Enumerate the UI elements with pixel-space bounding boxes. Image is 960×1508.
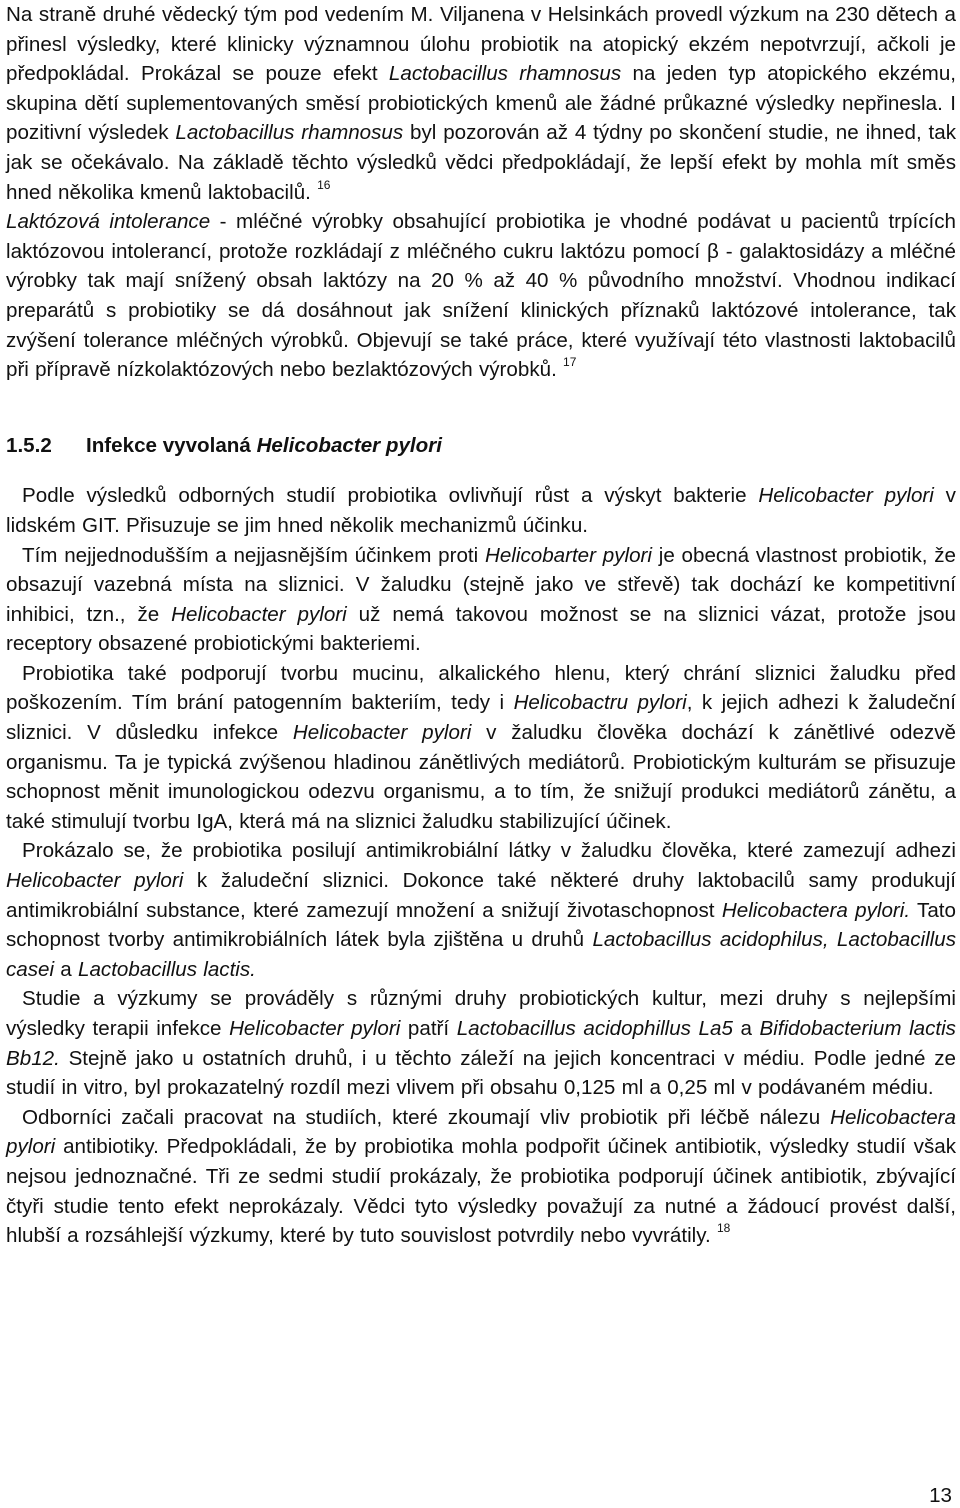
text-run: Prokázalo se, že probiotika posilují antimikrobiální látky v žaludku člověka, které zamezují adhezi bbox=[22, 839, 956, 863]
italic-term: Helicobacter pylori bbox=[229, 1017, 401, 1040]
italic-term: Helicobactru pylori bbox=[513, 691, 687, 715]
italic-term: Helicobacter pylori bbox=[6, 869, 184, 893]
italic-term: Helicobarter pylori bbox=[484, 543, 652, 567]
paragraph-antibiotics bbox=[6, 1103, 956, 1251]
paragraph-antimicrobial bbox=[6, 836, 956, 984]
text-run: už nemá takovou možnost se na sliznici vázat, protože jsou receptory obsazené probiotickými bakteriemi. bbox=[6, 602, 956, 656]
text-run: je obecná vlastnost probiotik, že obsazují vazebná místa na sliznici. V žaludku (stejně jako ve střevě) tak dochází ke kompetitivní inhibici, tzn., že bbox=[6, 543, 956, 626]
text-run: Tím nejjednodušším a nejjasnějším účinkem proti bbox=[22, 543, 485, 567]
page-number: 13 bbox=[929, 1484, 952, 1507]
footnote-reference: 16 bbox=[317, 177, 331, 192]
italic-term: Helicobactera pylori. bbox=[721, 898, 911, 922]
section-title bbox=[86, 431, 442, 461]
text-run: v žaludku člověka dochází k zánětlivé odezvě organismu. Ta je typická zvýšenou hladinou zánětlivých mediátorů. Probiotickým kulturám se přisuzuje schopnost měnit imunologickou odezvu organismu, a to tím, že snižují produkci mediátorů zánětu, a také stimulují tvorbu IgA, která má na sliznici žaludku stabilizující účinek. bbox=[6, 721, 956, 833]
italic-term: Helicobacter pylori bbox=[171, 602, 347, 626]
paragraph-studies-overview bbox=[6, 481, 956, 540]
text-run: a bbox=[732, 1017, 760, 1040]
text-run: Stejně jako u ostatních druhů, i u těchto záleží na jejich koncentraci v médiu. Podle jedné ze studií in vitro, byl prokazatelný rozdíl mezi vlivem při obsahu 0,125 ml a 0,25 ml v podávaném médiu. bbox=[6, 1046, 956, 1100]
footnote-reference: 18 bbox=[716, 1221, 731, 1236]
text-run: v lidském GIT. Přisuzuje se jim hned několik mechanizmů účinku. bbox=[6, 484, 956, 537]
text-run: k žaludeční sliznici. Dokonce také některé druhy laktobacilů samy produkují antimikrobiální substance, které zamezují množení a snižují životaschopnost bbox=[6, 869, 957, 922]
italic-term: Lactobacillus lactis. bbox=[77, 957, 256, 981]
italic-term: Lactobacillus acidophilus, Lactobacillus casei bbox=[6, 928, 956, 981]
text-run: - mléčné výrobky obsahující probiotika je vhodné podávat u pacientů trpících laktózovou intolerancí, protože rozkládají z mléčného cukru laktózu pomocí β - galaktosidázy a mléčné výrobky tak mají snížený obsah laktózy na 20 % až 40 % původního množství. Vhodnou indikací preparátů s probiotiky se dá dosáhnout jak snížení klinických příznaků laktózové intolerance, tak zvýšení tolerance mléčných výrobků. Objevují se také práce, které využívají této vlastnosti laktobacilů při přípravě nízkolaktózových nebo bezlaktózových výrobků. bbox=[6, 210, 956, 382]
document-page bbox=[6, 0, 956, 1251]
text-run: Tato schopnost tvorby antimikrobiálních látek byla zjištěna u druhů bbox=[6, 898, 956, 952]
italic-term: Laktózová intolerance bbox=[6, 210, 211, 234]
italic-term: Helicobacter pylori bbox=[292, 721, 472, 745]
text-run: Podle výsledků odborných studií probiotika ovlivňují růst a výskyt bakterie bbox=[22, 484, 759, 508]
text-run: Studie a výzkumy se prováděly s různými druhy probiotických kultur, mezi druhy s nejlepšími výsledky terapii infekce bbox=[6, 987, 956, 1040]
paragraph-binding-sites bbox=[6, 541, 956, 659]
italic-term: Bifidobacterium lactis Bb12. bbox=[6, 1017, 956, 1070]
text-run: a bbox=[54, 957, 78, 981]
italic-term: Lactobacillus rhamnosus bbox=[388, 62, 622, 86]
paragraph-atopic-eczema bbox=[6, 0, 956, 207]
italic-term: Helicobactera pylori bbox=[6, 1105, 956, 1159]
section-title-plain: Infekce vyvolaná bbox=[86, 433, 257, 457]
paragraph-cultures bbox=[6, 984, 956, 1102]
text-run: , k jejich adhezi k žaludeční sliznici. V důsledku infekce bbox=[6, 691, 956, 745]
text-run: patří bbox=[400, 1017, 457, 1040]
text-run: na jeden typ atopického ekzému, skupina dětí suplementovaných směsí probiotických kmenů ale žádné průkazné výsledky nepřinesla. I pozitivní výsledek bbox=[6, 62, 956, 145]
text-run: Probiotika také podporují tvorbu mucinu, alkalického hlenu, který chrání sliznici žaludku před poškozením. Tím brání patogenním bakteriím, tedy i bbox=[6, 661, 956, 715]
italic-term: Lactobacillus acidophillus La5 bbox=[456, 1017, 733, 1040]
text-run: byl pozorován až 4 týdny po skončení studie, ne ihned, tak jak se očekávalo. Na základě těchto výsledků vědci předpokládají, že lepší efekt by mohla mít směs hned několika kmenů laktobacilů. bbox=[6, 121, 957, 204]
section-title-italic: Helicobacter pylori bbox=[256, 433, 442, 457]
text-run: Na straně druhé vědecký tým pod vedením M. Viljanena v Helsinkách provedl výzkum na 230 dětech a přinesl výsledky, které klinicky významnou úlohu probiotik na atopický ekzém nepotvrzují, ačkoli je předpokládal. Prokázal se pouze efekt bbox=[6, 3, 956, 86]
paragraph-lactose-intolerance bbox=[6, 207, 956, 385]
italic-term: Lactobacillus rhamnosus bbox=[175, 121, 404, 145]
footnote-reference: 17 bbox=[563, 355, 577, 370]
section-heading bbox=[6, 431, 956, 461]
text-run: antibiotiky. Předpokládali, že by probiotika mohla podpořit účinek antibiotik, výsledky studií však nejsou jednoznačné. Tři ze sedmi studií prokázaly, že probiotika podporují účinek antibiotik, zbývající čtyři studie tento efekt neprokázaly. Vědci tyto výsledky považují za nutné a žádoucí provést další, hlubší a rozsáhlejší výzkumy, které by tuto souvislost potvrdily nebo vyvrátily. bbox=[6, 1135, 956, 1248]
section-number: 1.5.2 bbox=[6, 433, 52, 457]
italic-term: Helicobacter pylori bbox=[758, 484, 934, 508]
text-run: Odborníci začali pracovat na studiích, které zkoumají vliv probiotik při léčbě nálezu bbox=[22, 1105, 831, 1129]
paragraph-mucin bbox=[6, 659, 956, 837]
